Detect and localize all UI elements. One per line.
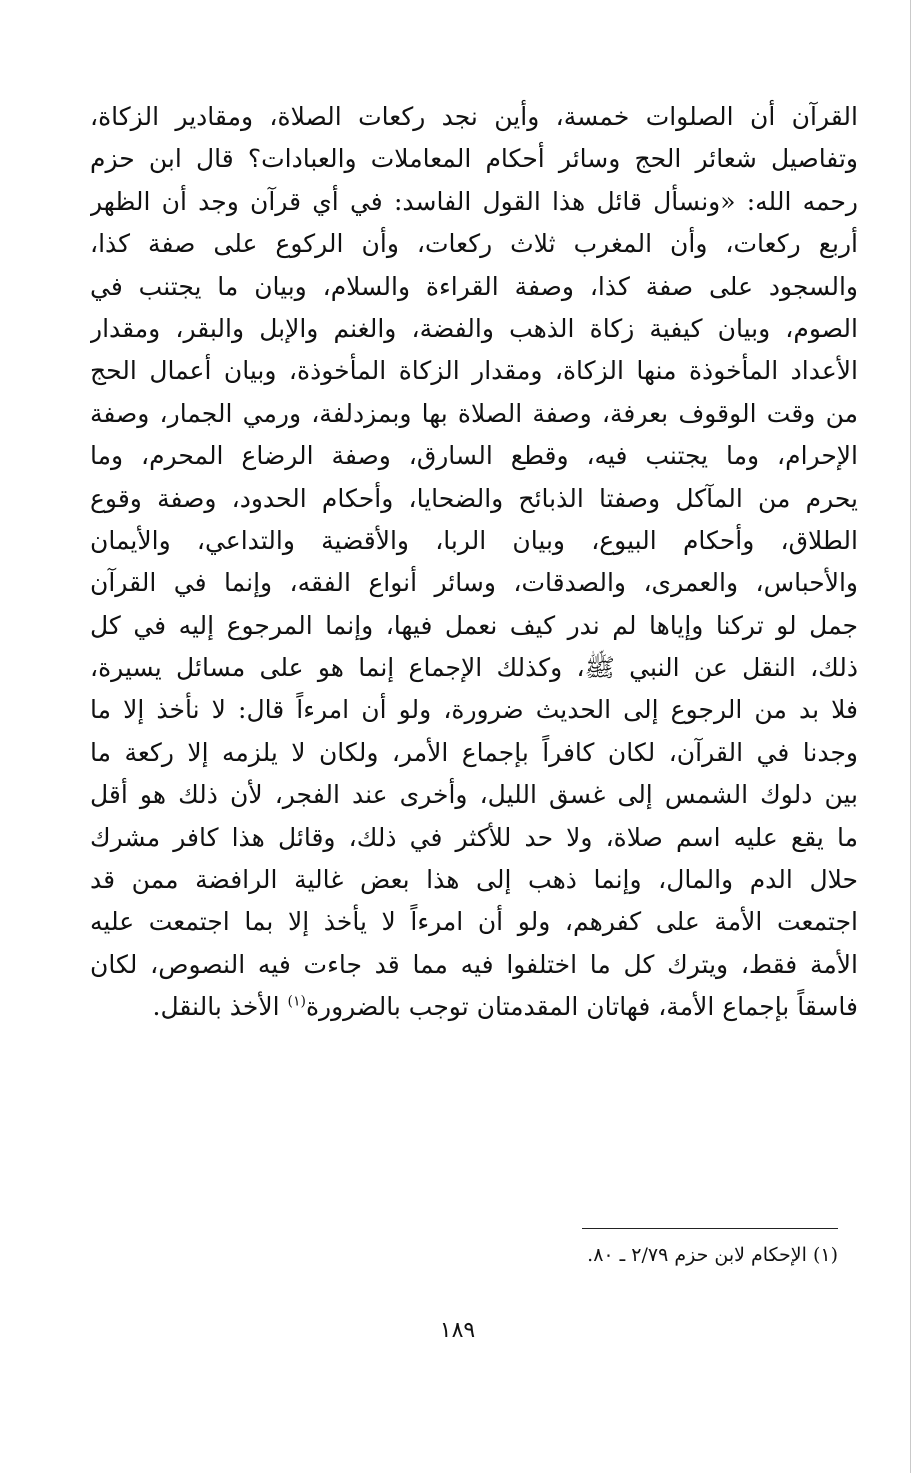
text-line: والأحباس، والعمرى، والصدقات، وسائر أنواع الفقه، وإنما في القرآن bbox=[90, 568, 858, 598]
text-line: الطلاق، وأحكام البيوع، وبيان الربا، والأقضية والتداعي، والأيمان bbox=[90, 525, 858, 555]
page-number: ١٨٩ bbox=[439, 1318, 476, 1343]
footnote-separator bbox=[582, 1228, 838, 1229]
text-line: وجدنا في القرآن، لكان كافراً بإجماع الأمر، ولكان لا يلزمه إلا ركعة ما bbox=[90, 737, 858, 767]
text-line: الصوم، وبيان كيفية زكاة الذهب والفضة، والغنم والإبل والبقر، ومقدار bbox=[90, 313, 858, 343]
text-line: جمل لو تركنا وإياها لم ندر كيف نعمل فيها، وإنما المرجوع إليه في كل bbox=[90, 610, 858, 640]
text-line: رحمه الله: «ونسأل قائل هذا القول الفاسد: في أي قرآن وجد أن الظهر bbox=[90, 186, 858, 216]
text-line: يحرم من المآكل وصفتا الذبائح والضحايا، وأحكام الحدود، وصفة وقوع bbox=[90, 483, 858, 513]
footnote: (١) الإحكام لابن حزم ٢/٧٩ ـ ٨٠. bbox=[587, 1244, 838, 1266]
text-line: من وقت الوقوف بعرفة، وصفة الصلاة بها وبمزدلفة، ورمي الجمار، وصفة bbox=[90, 398, 858, 428]
text-line: أربع ركعات، وأن المغرب ثلاث ركعات، وأن الركوع على صفة كذا، bbox=[90, 229, 858, 259]
text-line: الأعداد المأخوذة منها الزكاة، ومقدار الزكاة المأخوذة، وبيان أعمال الحج bbox=[90, 356, 858, 386]
text-line: ذلك، النقل عن النبي ﷺ، وكذلك الإجماع إنما هو على مسائل يسيرة، bbox=[90, 653, 858, 683]
page-edge-line bbox=[910, 0, 911, 1473]
text-line: اجتمعت الأمة على كفرهم، ولو أن امرءاً لا يأخذ إلا بما اجتمعت عليه bbox=[90, 907, 858, 937]
text-line-last bbox=[90, 986, 858, 1028]
footnote-reference[interactable]: (١) bbox=[287, 993, 306, 1010]
text-line: والسجود على صفة كذا، وصفة القراءة والسلام، وبيان ما يجتنب في bbox=[90, 271, 858, 301]
text-line: الإحرام، وما يجتنب فيه، وقطع السارق، وصفة الرضاع المحرم، وما bbox=[90, 441, 858, 471]
text-line: ما يقع عليه اسم صلاة، ولا حد للأكثر في ذلك، وقائل هذا كافر مشرك bbox=[90, 822, 858, 852]
text-line: بين دلوك الشمس إلى غسق الليل، وأخرى عند الفجر، لأن ذلك هو أقل bbox=[90, 780, 858, 810]
text-line: القرآن أن الصلوات خمسة، وأين نجد ركعات الصلاة، ومقادير الزكاة، bbox=[90, 102, 858, 131]
text-line: وتفاصيل شعائر الحج وسائر أحكام المعاملات والعبادات؟ قال ابن حزم bbox=[90, 144, 858, 174]
last-line-ending: الأخذ بالنقل. bbox=[152, 992, 288, 1022]
body-text bbox=[90, 96, 858, 1029]
text-line: فلا بد من الرجوع إلى الحديث ضرورة، ولو أن امرءاً قال: لا نأخذ إلا ما bbox=[90, 695, 858, 725]
last-line-text: فاسقاً بإجماع الأمة، فهاتان المقدمتان توجب بالضرورة bbox=[305, 992, 858, 1022]
text-line: الأمة فقط، ويترك كل ما اختلفوا فيه مما قد جاءت فيه النصوص، لكان bbox=[90, 949, 858, 979]
text-line: حلال الدم والمال، وإنما ذهب إلى هذا بعض غالية الرافضة ممن قد bbox=[90, 865, 858, 895]
